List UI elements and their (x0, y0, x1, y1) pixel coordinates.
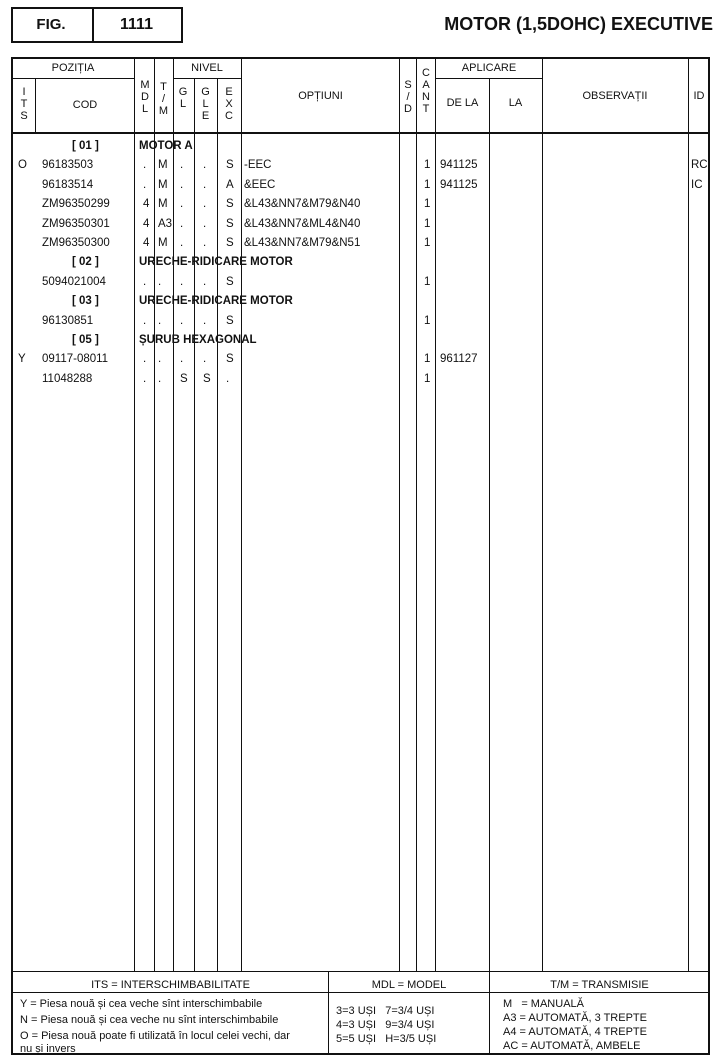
gl-value: . (180, 237, 184, 249)
gle-value: S (203, 373, 211, 385)
section-code: [ 05 ] (72, 334, 99, 346)
header-de-la: DE LA (446, 97, 479, 109)
gl-value: . (180, 198, 184, 210)
tm-value: M (158, 179, 168, 191)
section-code: [ 02 ] (72, 256, 99, 268)
legend-mdl-line: 4=3 UȘI 9=3/4 UȘI (336, 1019, 435, 1031)
exc-value: S (226, 159, 234, 171)
quantity-value: 1 (424, 237, 431, 249)
gle-value: . (203, 218, 207, 230)
gle-value: . (203, 315, 207, 327)
quantity-value: 1 (424, 179, 431, 191)
header-exc: E X C (225, 86, 233, 122)
legend-its-line: N = Piesa nouă și cea veche nu sînt interschimbabile (20, 1014, 279, 1026)
grid-vline (173, 58, 174, 971)
header-nivel: NIVEL (191, 62, 223, 74)
header-tm: T / M (158, 81, 169, 117)
exc-value: . (226, 373, 230, 385)
quantity-value: 1 (424, 276, 431, 288)
tm-value: . (158, 276, 162, 288)
header-its: I T S (20, 86, 28, 122)
exc-value: S (226, 276, 234, 288)
id-value: IC (691, 179, 703, 191)
header-cant: C A N T (422, 67, 430, 115)
tm-value: . (158, 315, 162, 327)
mdl-value: . (143, 179, 147, 191)
grid-vline (399, 58, 400, 971)
part-code: ZM96350299 (42, 198, 110, 210)
grid-hline (173, 78, 241, 79)
grid-vline (134, 58, 135, 971)
part-code: 11048288 (42, 373, 93, 385)
gl-value: . (180, 315, 184, 327)
gl-value: S (180, 373, 188, 385)
exc-value: S (226, 353, 234, 365)
grid-vline (217, 79, 218, 971)
grid-vline (435, 58, 436, 971)
section-title: URECHE-RIDICARE MOTOR (139, 256, 293, 268)
legend-mdl-line: 3=3 UȘI 7=3/4 UȘI (336, 1005, 435, 1017)
applies-from: 941125 (440, 179, 478, 191)
header-pozitia: POZIȚIA (51, 62, 95, 74)
figure-number: 1111 (120, 16, 153, 33)
gle-value: . (203, 353, 207, 365)
parts-table (11, 57, 710, 1055)
mdl-value: . (143, 276, 147, 288)
section-code: [ 03 ] (72, 295, 99, 307)
legend-its-line: O = Piesa nouă poate fi utilizată în locul celei vechi, dar (20, 1030, 290, 1042)
grid-vline (489, 79, 490, 971)
legend-mdl-title: MDL = MODEL (371, 979, 447, 991)
mdl-value: 4 (143, 218, 150, 230)
options-value: &L43&NN7&M79&N51 (244, 237, 361, 249)
its-value: Y (18, 353, 26, 365)
part-code: 96130851 (42, 315, 94, 327)
quantity-value: 1 (424, 218, 431, 230)
header-cod: COD (72, 99, 98, 111)
section-title: ȘURUB HEXAGONAL (139, 334, 257, 346)
grid-hline (13, 78, 134, 79)
legend-tm-line: M = MANUALĂ (503, 998, 584, 1010)
tm-value: M (158, 159, 168, 171)
gl-value: . (180, 276, 184, 288)
section-title: URECHE-RIDICARE MOTOR (139, 295, 293, 307)
header-observatii: OBSERVAȚII (582, 90, 648, 102)
exc-value: S (226, 315, 234, 327)
legend-its-line: nu și invers (20, 1043, 76, 1055)
header-gle: G L E (201, 86, 210, 122)
legend-mdl-line: 5=5 UȘI H=3/5 UȘI (336, 1033, 437, 1045)
quantity-value: 1 (424, 315, 431, 327)
tm-value: M (158, 198, 168, 210)
grid-vline (688, 58, 689, 971)
header-sd: S / D (404, 79, 412, 115)
header-gl: G L (178, 86, 188, 110)
header-mdl: M D L (140, 79, 150, 115)
part-code: 96183514 (42, 179, 94, 191)
grid-vline (542, 58, 543, 971)
gle-value: . (203, 179, 207, 191)
quantity-value: 1 (424, 353, 431, 365)
legend-tm-title: T/M = TRANSMISIE (550, 979, 649, 991)
id-value: RC (691, 159, 708, 171)
mdl-value: 4 (143, 237, 150, 249)
exc-value: S (226, 237, 234, 249)
options-value: &L43&NN7&M79&N40 (244, 198, 361, 210)
part-code: 5094021004 (42, 276, 106, 288)
section-title: MOTOR A (139, 140, 193, 152)
exc-value: S (226, 198, 234, 210)
legend-tm-line: A3 = AUTOMATĂ, 3 TREPTE (503, 1012, 647, 1024)
grid-hline (13, 971, 709, 972)
gl-value: . (180, 353, 184, 365)
mdl-value: . (143, 353, 147, 365)
legend-tm-line: AC = AUTOMATĂ, AMBELE (503, 1040, 641, 1052)
header-aplicare: APLICARE (461, 62, 517, 74)
mdl-value: . (143, 315, 147, 327)
exc-value: A (226, 179, 234, 191)
part-code: ZM96350300 (42, 237, 110, 249)
tm-value: M (158, 237, 168, 249)
mdl-value: . (143, 373, 147, 385)
gle-value: . (203, 159, 207, 171)
gl-value: . (180, 159, 184, 171)
mdl-value: 4 (143, 198, 150, 210)
quantity-value: 1 (424, 198, 431, 210)
header-optiuni: OPȚIUNI (298, 90, 343, 102)
tm-value: . (158, 373, 162, 385)
gle-value: . (203, 198, 207, 210)
grid-vline (154, 58, 155, 971)
applies-from: 941125 (440, 159, 478, 171)
legend-its-line: Y = Piesa nouă și cea veche sînt interschimbabile (20, 998, 263, 1010)
grid-vline (416, 58, 417, 971)
gle-value: . (203, 276, 207, 288)
grid-hline (13, 132, 709, 134)
page-title: MOTOR (1,5DOHC) EXECUTIVE (444, 14, 713, 34)
figure-label: FIG. (36, 16, 66, 33)
legend-its-title: ITS = INTERSCHIMBABILITATE (91, 979, 250, 991)
tm-value: . (158, 353, 162, 365)
gl-value: . (180, 179, 184, 191)
header-la: LA (508, 97, 523, 109)
part-code: ZM96350301 (42, 218, 110, 230)
part-code: 96183503 (42, 159, 94, 171)
exc-value: S (226, 218, 234, 230)
grid-vline (194, 79, 195, 971)
section-code: [ 01 ] (72, 140, 99, 152)
options-value: &L43&NN7&ML4&N40 (244, 218, 361, 230)
tm-value: A3 (158, 218, 173, 230)
quantity-value: 1 (424, 159, 431, 171)
grid-hline (13, 992, 709, 993)
quantity-value: 1 (424, 373, 431, 385)
grid-vline (241, 58, 242, 971)
legend-tm-line: A4 = AUTOMATĂ, 4 TREPTE (503, 1026, 647, 1038)
gle-value: . (203, 237, 207, 249)
applies-from: 961127 (440, 353, 478, 365)
gl-value: . (180, 218, 184, 230)
its-value: O (18, 159, 27, 171)
header-id: ID (693, 90, 705, 102)
options-value: &EEC (244, 179, 276, 191)
options-value: -EEC (244, 159, 272, 171)
mdl-value: . (143, 159, 147, 171)
part-code: 09117-08011 (42, 353, 109, 365)
